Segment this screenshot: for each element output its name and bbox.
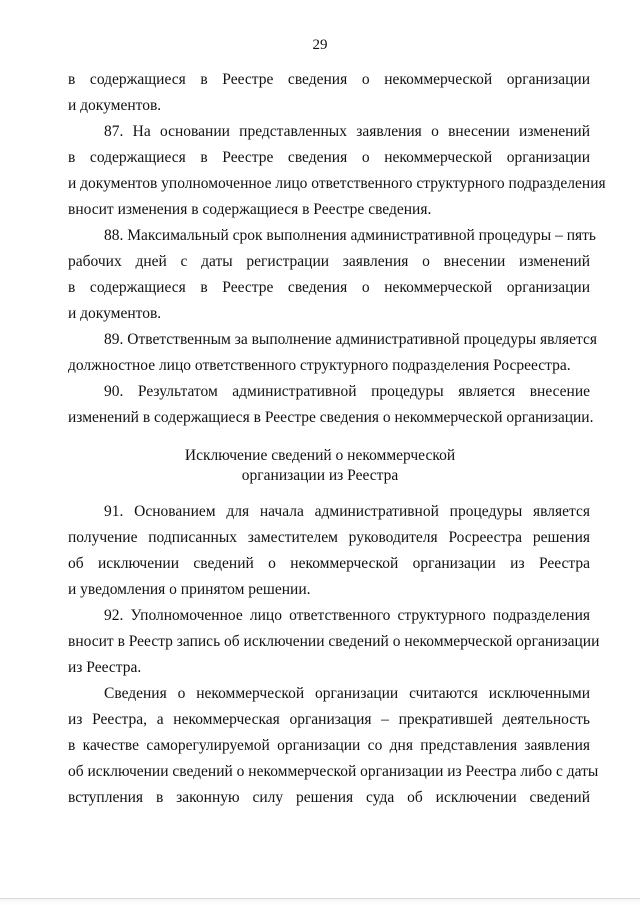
text-line: 90. Результатом административной процедуры является внесение (104, 383, 590, 400)
text-line: Сведения о некоммерческой организации считаются исключенными (104, 685, 590, 702)
text-line: и документов. (68, 97, 162, 114)
page-number: 29 (312, 37, 328, 53)
text-line: изменений в содержащиеся в Реестре сведения о некоммерческой организации. (68, 409, 594, 426)
text-line: получение подписанных заместителем руководителя Росреестра решения (68, 529, 590, 546)
text-line: рабочих дней с даты регистрации заявления о внесении изменений (68, 253, 590, 270)
text-line: 88. Максимальный срок выполнения административной процедуры – пять (104, 227, 596, 244)
text-line: в содержащиеся в Реестре сведения о некоммерческой организации (68, 149, 590, 166)
text-line: из Реестра, а некоммерческая организация – прекратившей деятельность (68, 711, 590, 728)
text-line: 92. Уполномоченное лицо ответственного структурного подразделения (104, 607, 590, 624)
text-line: об исключении сведений о некоммерческой организации из Реестра либо с даты (68, 763, 599, 780)
text-line: об исключении сведений о некоммерческой организации из Реестра (68, 555, 590, 572)
text-line: в содержащиеся в Реестре сведения о некоммерческой организации (68, 279, 590, 296)
text-line: 87. На основании представленных заявления о внесении изменений (104, 123, 590, 140)
text-line: в содержащиеся в Реестре сведения о некоммерческой организации (68, 71, 590, 88)
text-line: вступления в законную силу решения суда об исключении сведений (68, 789, 590, 806)
section-heading-line-1: Исключение сведений о некоммерческой (184, 447, 456, 464)
text-line: из Реестра. (68, 659, 142, 676)
text-line: и документов. (68, 305, 162, 322)
section-heading-line-2: организации из Реестра (241, 467, 399, 484)
text-line: и уведомления о принятом решении. (68, 581, 311, 598)
text-line: в качестве саморегулируемой организации со дня представления заявления (68, 737, 590, 754)
text-line: 91. Основанием для начала административной процедуры является (104, 503, 590, 520)
page-bottom-edge (0, 898, 640, 905)
text-line: вносит в Реестр запись об исключении сведений о некоммерческой организации (68, 633, 600, 650)
text-line: вносит изменения в содержащиеся в Реестре сведения. (68, 201, 432, 218)
text-line: 89. Ответственным за выполнение административной процедуры является (104, 331, 597, 348)
text-line: и документов уполномоченное лицо ответственного структурного подразделения (68, 175, 606, 192)
text-line: должностное лицо ответственного структурного подразделения Росреестра. (68, 357, 571, 374)
